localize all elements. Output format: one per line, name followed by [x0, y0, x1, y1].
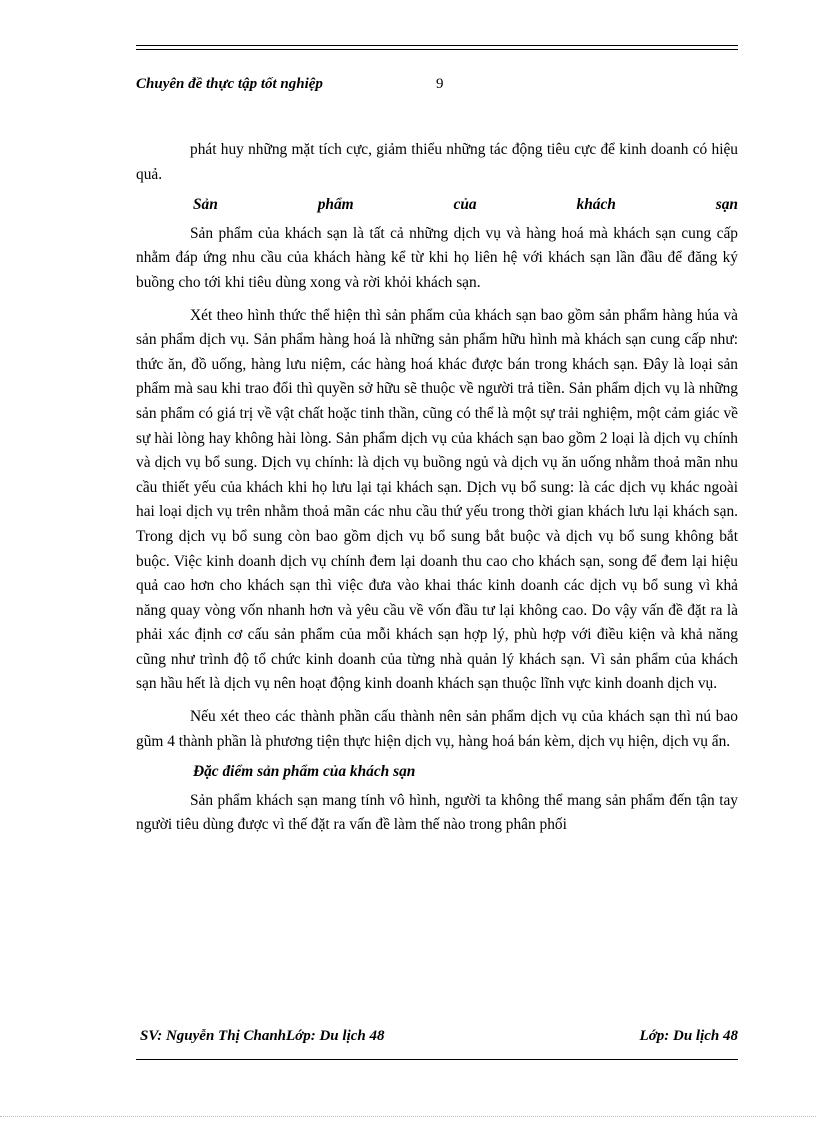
page-header — [136, 76, 738, 98]
paragraph-product-types: Xét theo hình thức thể hiện thì sản phẩm của khách sạn bao gồm sản phẩm hàng húa và sản phẩm dịch vụ. Sản phẩm hàng hoá là những sản phẩm hữu hình mà khách sạn cung cấp như: thức ăn, đồ uống, hàng lưu niệm, các hàng hoá khác được bán trong khách sạn. Đây là loại sản phẩm mà sau khi trao đổi thì quyền sở hữu sẽ thuộc về người trả tiền. Sản phẩm dịch vụ là những sản phẩm có giá trị về vật chất hoặc tinh thần, cũng có thể là một sự trải nghiệm, một cảm giác về sự hài lòng hay không hài lòng. Sản phẩm dịch vụ của khách sạn bao gồm 2 loại là dịch vụ chính và dịch vụ bổ sung. Dịch vụ chính: là dịch vụ buồng ngủ và dịch vụ ăn uống nhằm thoả mãn nhu cầu thiết yếu của khách khi họ lưu lại tại khách sạn. Dịch vụ bổ sung: là các dịch vụ khác ngoài hai loại dịch vụ trên nhằm thoả mãn các nhu cầu thứ yếu trong thời gian khách lưu lại khách sạn. Trong dịch vụ bổ sung còn bao gồm dịch vụ bổ sung bắt buộc và dịch vụ bổ sung không bắt buộc. Việc kinh doanh dịch vụ chính đem lại doanh thu cao cho khách sạn, song để đem lại hiệu quả cao hơn cho khách sạn thì việc đưa vào khai thác kinh doanh các dịch vụ bổ sung vì khả năng quay vòng vốn nhanh hơn và yêu cầu về vốn đầu tư lại không cao. Do vậy vấn đề đặt ra là phải xác định cơ cấu sản phẩm của mỗi khách sạn hợp lý, phù hợp với điều kiện và khả năng cũng như trình độ tổ chức kinh doanh của từng nhà quản lý khách sạn. Vì sản phẩm của khách sạn hầu hết là dịch vụ nên hoạt động kinh doanh khách sạn thuộc lĩnh vực kinh doanh dịch vụ. — [136, 306, 738, 693]
page-edge-line — [0, 1116, 816, 1117]
paragraph-product-components: Nếu xét theo các thành phần cấu thành nên sản phẩm dịch vụ của khách sạn thì nú bao gũm 4 thành phần là phương tiện thực hiện dịch vụ, hàng hoá bán kèm, dịch vụ hiện, dịch vụ ẩn. — [136, 708, 738, 750]
header-rule-top — [136, 45, 738, 46]
header-rule-bottom — [136, 49, 738, 50]
page-footer — [136, 1028, 738, 1050]
document-title: Chuyên đề thực tập tốt nghiệp — [136, 76, 323, 92]
paragraph-continuation: phát huy những mặt tích cực, giảm thiểu những tác động tiêu cực để kinh doanh có hiệu quả. — [136, 141, 738, 183]
paragraph-intangibility: Sản phẩm khách sạn mang tính vô hình, người ta không thể mang sản phẩm đến tận tay người tiêu dùng được vì thế đặt ra vấn đề làm thế nào trong phân phối — [136, 791, 738, 834]
document-body — [136, 138, 738, 838]
section-heading-products: Sản phẩm của khách sạn — [193, 196, 738, 214]
page-number: 9 — [436, 76, 444, 92]
paragraph-product-definition: Sản phẩm của khách sạn là tất cả những dịch vụ và hàng hoá mà khách sạn cung cấp nhằm đáp ứng nhu cầu của khách hàng kể từ khi họ liên hệ với khách sạn lần đầu để đăng ký buồng cho tới khi tiêu dùng xong và rời khỏi khách sạn. — [136, 224, 738, 291]
footer-rule — [136, 1059, 738, 1060]
footer-class: Lớp: Du lịch 48 — [639, 1028, 738, 1044]
footer-student: SV: Nguyễn Thị ChanhLớp: Du lịch 48 — [140, 1028, 385, 1044]
section-heading-characteristics: Đặc điểm sản phẩm của khách sạn — [193, 763, 416, 781]
